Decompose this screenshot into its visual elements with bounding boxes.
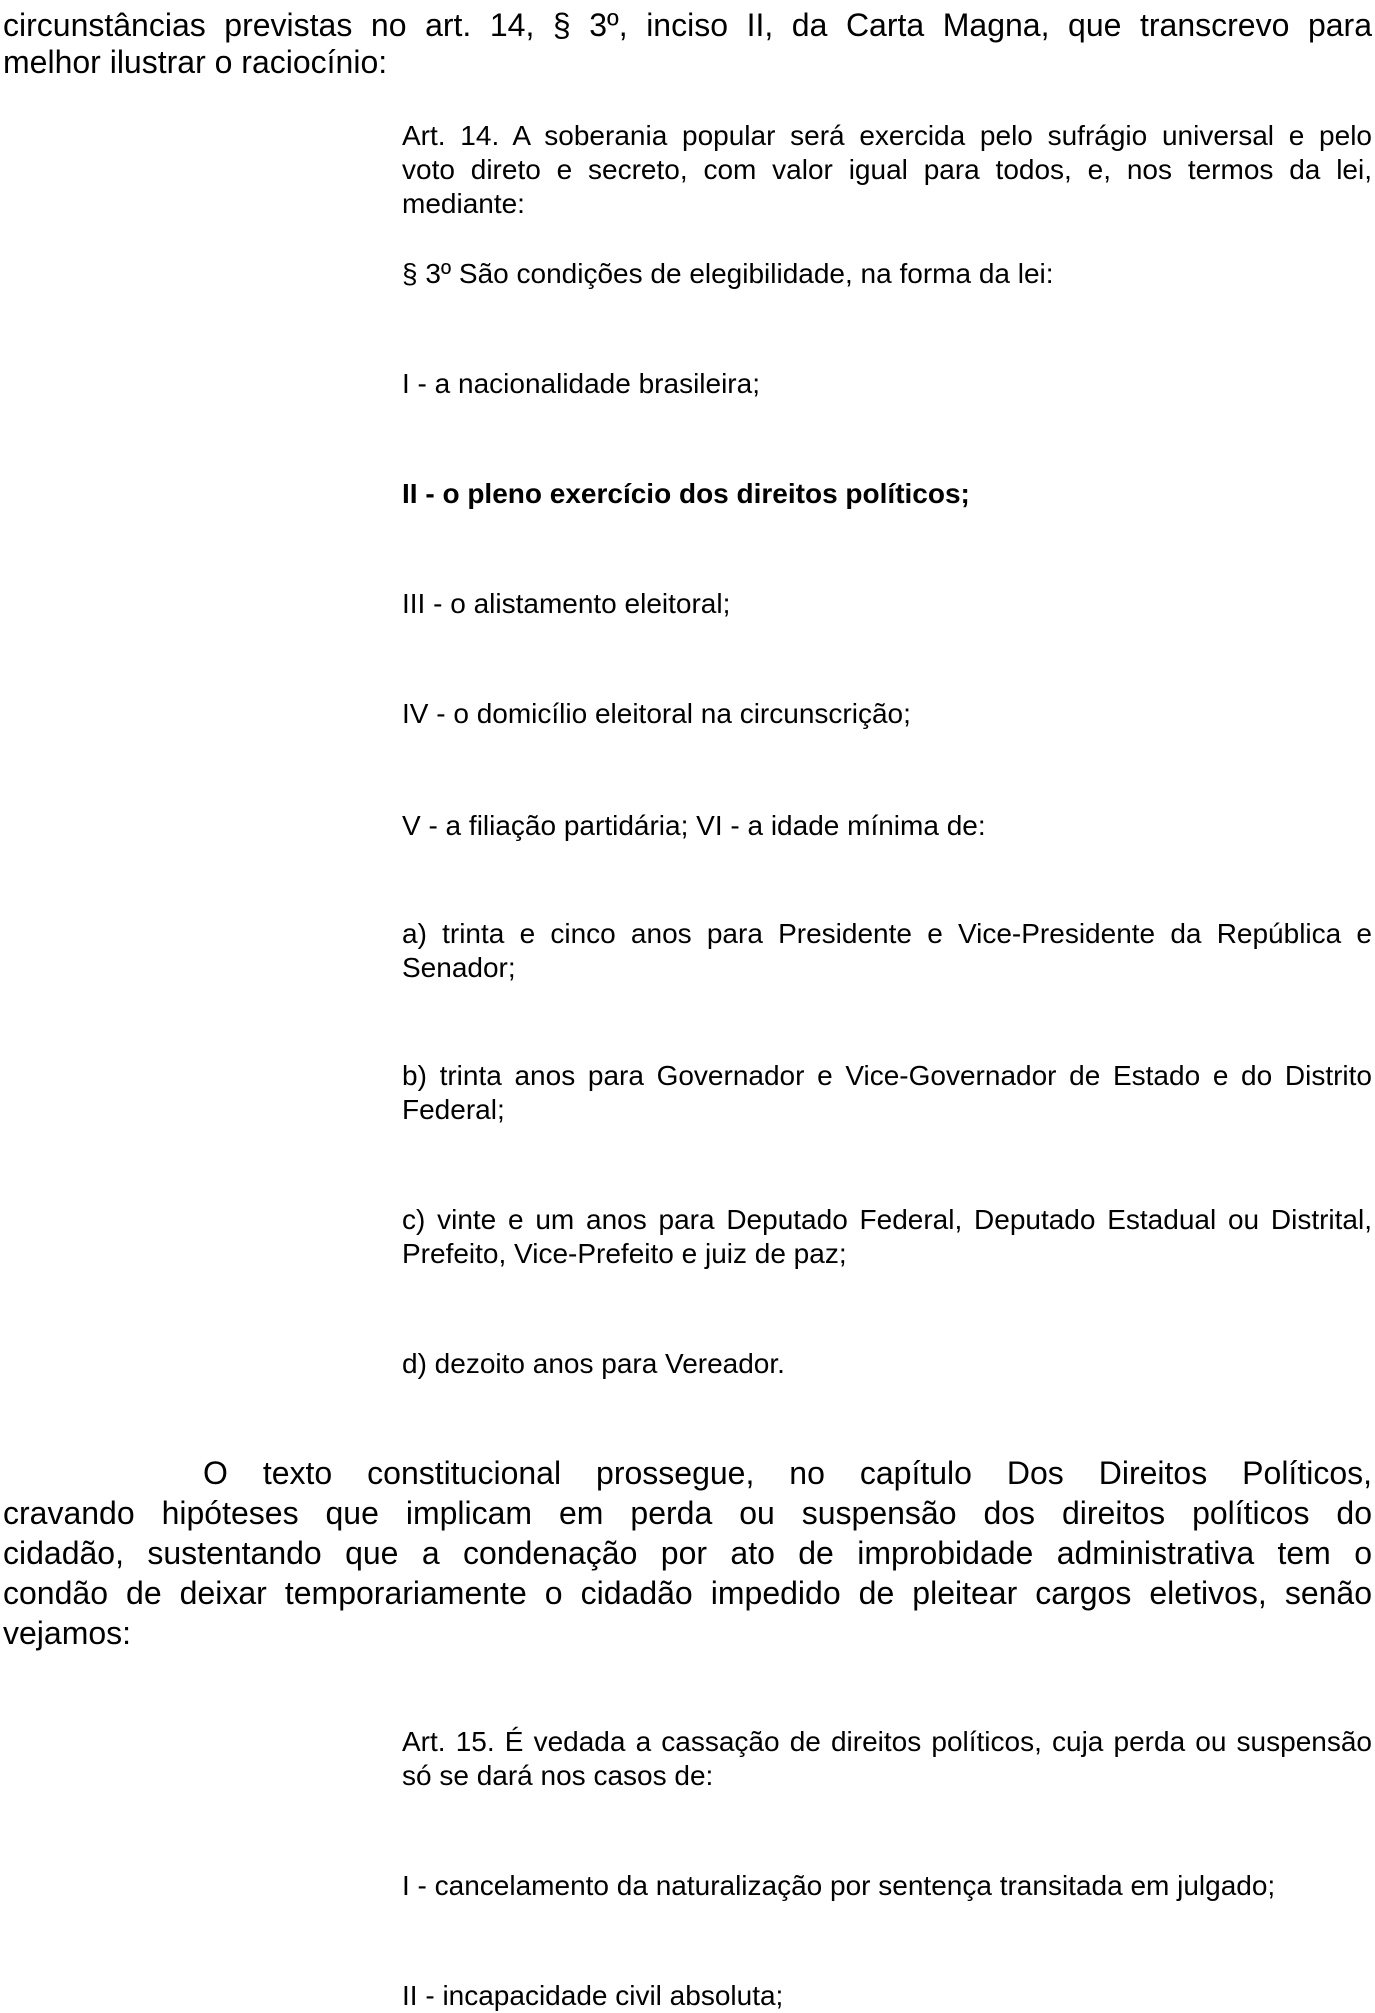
art15-inciso-ii-quote bbox=[402, 1979, 1372, 2013]
text-line: O texto constitucional prossegue, no capítulo Dos Direitos Políticos, bbox=[203, 1455, 1372, 1491]
art15-inciso-i-quote bbox=[402, 1869, 1372, 1903]
text-line: Art. 14. A soberania popular será exercida pelo sufrágio universal e pelo bbox=[402, 120, 1372, 151]
art14-alinea-d-quote bbox=[402, 1347, 1372, 1381]
text-line: Prefeito, Vice-Prefeito e juiz de paz; bbox=[402, 1238, 847, 1269]
text-line: V - a filiação partidária; VI - a idade mínima de: bbox=[402, 810, 986, 841]
art14-inciso-ii-quote-bold bbox=[402, 477, 1372, 511]
art14-alinea-b-quote bbox=[402, 1059, 1372, 1127]
text-line: d) dezoito anos para Vereador. bbox=[402, 1348, 785, 1379]
text-line: I - cancelamento da naturalização por sentença transitada em julgado; bbox=[402, 1870, 1276, 1901]
intro-paragraph bbox=[3, 7, 1372, 81]
text-line: II - incapacidade civil absoluta; bbox=[402, 1980, 784, 2011]
art14-caput-quote bbox=[402, 119, 1372, 221]
art14-inciso-iv-quote bbox=[402, 697, 1372, 731]
art15-caput-quote bbox=[402, 1725, 1372, 1793]
commentary-paragraph bbox=[3, 1453, 1372, 1653]
text-line: c) vinte e um anos para Deputado Federal, Deputado Estadual ou Distrital, bbox=[402, 1204, 1372, 1235]
text-line: a) trinta e cinco anos para Presidente e Vice-Presidente da República e bbox=[402, 918, 1372, 949]
text-line: cravando hipóteses que implicam em perda ou suspensão dos direitos políticos do bbox=[3, 1495, 1372, 1531]
text-line: Art. 15. É vedada a cassação de direitos políticos, cuja perda ou suspensão bbox=[402, 1726, 1372, 1757]
text-line: cidadão, sustentando que a condenação por ato de improbidade administrativa tem o bbox=[3, 1535, 1372, 1571]
text-line: só se dará nos casos de: bbox=[402, 1760, 714, 1791]
art14-inciso-i-quote bbox=[402, 367, 1372, 401]
art14-inciso-iii-quote bbox=[402, 587, 1372, 621]
text-line: II - o pleno exercício dos direitos políticos; bbox=[402, 478, 970, 509]
text-line: vejamos: bbox=[3, 1615, 132, 1651]
text-line: Federal; bbox=[402, 1094, 505, 1125]
text-line: circunstâncias previstas no art. 14, § 3º, inciso II, da Carta Magna, que transcrevo para bbox=[3, 7, 1372, 43]
text-line: § 3º São condições de elegibilidade, na forma da lei: bbox=[402, 258, 1054, 289]
text-line: Senador; bbox=[402, 952, 516, 983]
text-line: mediante: bbox=[402, 188, 525, 219]
text-line: b) trinta anos para Governador e Vice-Governador de Estado e do Distrito bbox=[402, 1060, 1372, 1091]
text-line: IV - o domicílio eleitoral na circunscrição; bbox=[402, 698, 911, 729]
text-line: III - o alistamento eleitoral; bbox=[402, 588, 731, 619]
text-line: melhor ilustrar o raciocínio: bbox=[3, 44, 388, 80]
art14-inciso-v-vi-quote bbox=[402, 809, 1372, 843]
text-line: I - a nacionalidade brasileira; bbox=[402, 368, 760, 399]
art14-alinea-a-quote bbox=[402, 917, 1372, 985]
art14-paragrafo3-quote bbox=[402, 257, 1372, 291]
text-line: condão de deixar temporariamente o cidadão impedido de pleitear cargos eletivos, senão bbox=[3, 1575, 1372, 1611]
art14-alinea-c-quote bbox=[402, 1203, 1372, 1271]
text-line: voto direto e secreto, com valor igual para todos, e, nos termos da lei, bbox=[402, 154, 1372, 185]
